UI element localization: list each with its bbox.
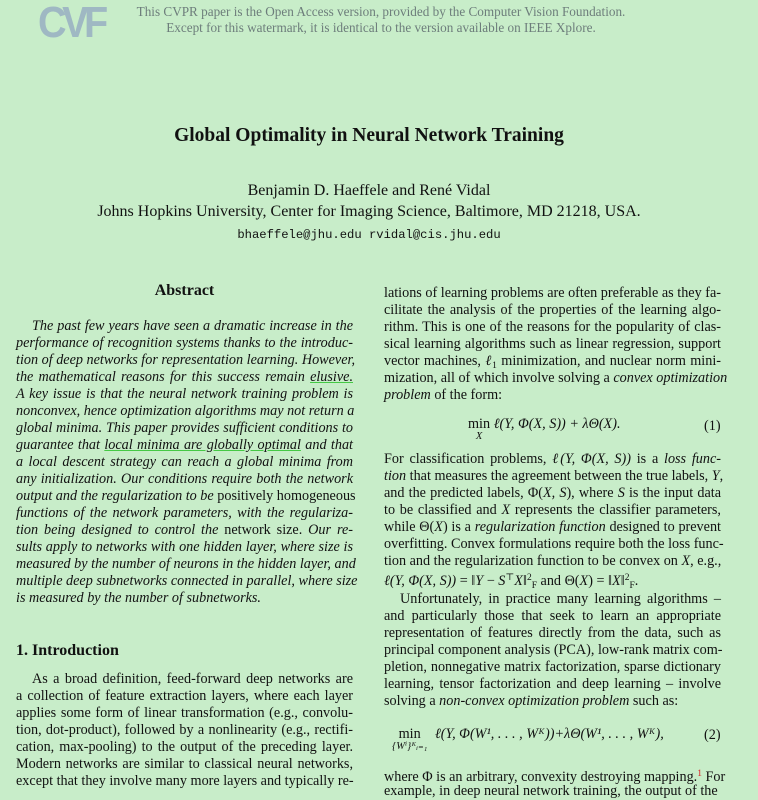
text-segment: mization, all of which involve solving a — [384, 370, 614, 386]
text-segment: applies some form of linear transformation (e.g., convolu- — [16, 705, 353, 721]
text-segment: cation, max-pooling) to the output of the preceding layer. — [16, 739, 353, 755]
text-line — [384, 451, 721, 468]
text-segment: rithm. This is one of the reasons for the popularity of clas- — [384, 319, 721, 335]
text-segment: ⊤ — [505, 573, 515, 583]
text-line — [16, 403, 353, 420]
watermark-line-2: Except for this watermark, it is identical to the version available on IEEE Xplore. — [166, 20, 596, 35]
eq2-min-operator — [392, 727, 427, 752]
equation-1 — [468, 417, 621, 442]
text-line — [384, 642, 721, 659]
text-segment: output and the regularization to be — [16, 488, 218, 504]
text-line — [16, 335, 353, 352]
text-segment: tion and the regularization function to be convex on — [384, 553, 682, 569]
text-line — [384, 536, 724, 553]
text-line — [16, 671, 353, 688]
text-line — [16, 573, 358, 590]
text-segment: ‖ — [522, 573, 527, 589]
text-segment: regularization function — [474, 519, 606, 535]
text-segment: local minima are globally optimal — [104, 437, 301, 453]
text-segment: convex optimization — [613, 370, 728, 386]
text-line — [384, 570, 721, 591]
text-segment: , — [719, 468, 724, 484]
text-line — [384, 387, 721, 404]
text-segment: to be classified and — [384, 502, 502, 518]
eq1-min-operator — [468, 417, 490, 442]
text-segment: loss func- — [664, 451, 721, 467]
text-segment: guarantee that — [16, 437, 105, 453]
text-line — [384, 502, 721, 519]
text-segment: S — [617, 485, 625, 501]
text-segment: designed to prevent — [605, 519, 721, 535]
text-segment: Y — [475, 573, 484, 589]
text-line — [16, 705, 353, 722]
text-segment: that measures the agreement between the true labels, — [406, 468, 712, 484]
eq2-under: {Wⁱ}ᴷᵢ₌₁ — [392, 741, 428, 752]
text-segment: pletion, nonnegative matrix factorization, sparse dictionary — [384, 659, 721, 675]
text-segment: Unfortunately, in practice many learning algorithms – — [400, 591, 721, 607]
text-line — [16, 688, 353, 705]
text-segment: , e.g., — [690, 553, 722, 569]
text-line — [384, 766, 726, 785]
text-segment: sults apply to networks with one hidden layer, where size is — [16, 539, 353, 555]
equation-2-number: (2) — [704, 727, 721, 743]
text-segment: functions of the network parameters, with the regulariza- — [16, 505, 353, 521]
text-segment: tion, dot-product), followed by a nonlinearity (e.g., rectifi- — [16, 722, 353, 738]
text-line — [384, 485, 721, 502]
text-segment: X — [514, 573, 523, 589]
text-line — [384, 468, 724, 485]
text-segment: except that they involve many more layers and typically re- — [16, 773, 354, 789]
text-segment: representation of features directly from the data, such as — [384, 625, 721, 641]
text-segment: tion — [384, 468, 407, 484]
text-segment: vector machines, — [384, 353, 486, 369]
text-segment: A key issue is that the neural network training problem is — [16, 386, 353, 402]
watermark-line-1: This CVPR paper is the Open Access version, provided by the Computer Vision Foundation. — [136, 4, 626, 19]
text-segment: The past few years have seen a dramatic increase in the — [32, 318, 353, 334]
introduction-paragraph — [16, 671, 353, 790]
affiliation: Johns Hopkins University, Center for Imaging Science, Baltimore, MD 21218, USA. — [97, 203, 641, 220]
text-segment: . — [634, 573, 639, 589]
text-segment: ℓ(Y, Φ(X, S)) — [384, 573, 457, 589]
right-paragraph-2 — [384, 451, 724, 591]
text-line — [16, 471, 353, 488]
text-segment: where Φ is an arbitrary, convexity destroying mapping. — [384, 769, 698, 785]
text-segment: 2 — [526, 573, 532, 583]
text-segment: F — [531, 581, 537, 591]
text-line — [384, 319, 721, 336]
text-segment: ), where — [566, 485, 618, 501]
text-segment: global minima. This paper provides sufficient conditions to — [16, 420, 353, 436]
text-segment: network size. — [224, 522, 303, 538]
text-segment: measured by the number of neurons in the hidden layer, and — [16, 556, 356, 572]
right-paragraph-4 — [384, 766, 726, 800]
text-segment: the mathematical reasons for this success remain — [16, 369, 311, 385]
text-segment: For — [701, 769, 726, 785]
text-segment: is measured by the number of subnetworks. — [16, 590, 261, 606]
text-segment: solving a — [384, 693, 440, 709]
text-segment: X — [579, 573, 589, 589]
text-segment: a collection of feature extraction layers, where each layer — [16, 688, 353, 704]
text-line — [16, 505, 353, 522]
abstract-body — [16, 318, 358, 607]
text-segment: elusive. — [310, 369, 353, 385]
text-segment: 1 — [492, 361, 497, 371]
text-segment: ℓ — [485, 353, 493, 369]
text-segment: is a — [630, 451, 664, 467]
paper-title: Global Optimality in Neural Network Training — [174, 125, 564, 146]
text-line — [16, 539, 353, 556]
text-segment: Y — [711, 468, 720, 484]
text-line — [16, 369, 353, 386]
text-segment: and the predicted labels, Φ( — [384, 485, 543, 501]
text-segment: non-convex optimization problem — [439, 693, 630, 709]
text-line — [16, 386, 353, 403]
eq1-body: ℓ(Y, Φ(X, S)) + λΘ(X). — [493, 416, 621, 432]
text-line — [384, 608, 721, 625]
text-segment: tion being designed to control the — [16, 522, 225, 538]
text-segment: such as: — [629, 693, 679, 709]
text-line — [384, 353, 721, 370]
text-segment: X, S — [542, 485, 567, 501]
text-line — [384, 591, 721, 608]
text-line — [384, 659, 721, 676]
text-segment: For classification problems, — [384, 451, 553, 467]
text-line — [16, 420, 353, 437]
text-segment: Our re- — [302, 522, 353, 538]
text-line — [384, 693, 721, 710]
text-line — [16, 556, 356, 573]
text-segment: X — [612, 573, 621, 589]
text-segment: overfitting. Convex formulations require both the loss func- — [384, 536, 724, 552]
text-segment: Modern networks are similar to classical neural networks, — [16, 756, 353, 772]
text-segment: F — [629, 581, 635, 591]
text-segment: and Θ( — [536, 573, 580, 589]
equation-1-number: (1) — [704, 418, 721, 434]
text-segment: and that — [300, 437, 353, 453]
text-line — [16, 437, 353, 454]
text-segment: ) is a — [442, 519, 475, 535]
text-line — [384, 676, 721, 693]
text-segment: ‖ — [620, 573, 625, 589]
text-line — [16, 352, 356, 369]
introduction-heading: 1. Introduction — [16, 642, 119, 659]
text-segment: As a broad definition, feed-forward deep networks are — [32, 671, 353, 687]
cvf-logo: CVF — [38, 0, 104, 47]
text-segment: while Θ( — [384, 519, 435, 535]
text-segment: principal component analysis (PCA), low-rank matrix com- — [384, 642, 723, 658]
text-segment: and particularly those that seek to learn an appropriate — [384, 608, 721, 624]
eq2-op: min — [398, 726, 421, 742]
text-line — [16, 756, 353, 773]
text-segment: ) = ‖ — [588, 573, 613, 589]
text-line — [16, 318, 353, 335]
text-segment: represents the classifier parameters, — [510, 502, 721, 518]
text-segment: learning, tensor factorization and deep learning – involve — [384, 676, 721, 692]
text-line — [384, 336, 721, 353]
eq1-op: min — [468, 416, 491, 432]
eq1-under: X — [475, 431, 483, 442]
text-segment: multiple deep subnetworks connected in parallel, where size — [16, 573, 358, 589]
text-line — [384, 519, 721, 536]
text-segment: − — [483, 573, 499, 589]
text-line — [16, 722, 353, 739]
eq2-body: ℓ(Y, Φ(W¹, . . . , Wᴷ))+λΘ(W¹, . . . , Wᴷ), — [434, 726, 664, 742]
text-segment: positively homogeneous — [217, 488, 356, 504]
text-line — [16, 454, 353, 471]
text-segment: nonconvex, hence optimization algorithms may not return a — [16, 403, 355, 419]
text-line — [16, 590, 353, 607]
text-line — [384, 625, 721, 642]
abstract-heading: Abstract — [154, 282, 215, 299]
text-segment: minimization, and nuclear norm mini- — [496, 353, 721, 369]
text-segment: sical learning algorithms such as linear regression, support — [384, 336, 721, 352]
text-segment: X — [434, 519, 443, 535]
text-segment: X — [681, 553, 691, 569]
text-segment: 2 — [624, 573, 630, 583]
text-line — [16, 773, 353, 790]
text-segment: lations of learning problems are often preferable as they fa- — [384, 285, 721, 301]
text-segment: problem — [384, 387, 431, 403]
text-segment: any initialization. Our conditions require both the network — [16, 471, 353, 487]
equation-2 — [392, 727, 664, 752]
text-line — [16, 739, 353, 756]
text-segment: a local descent strategy can reach a global minima from — [16, 454, 353, 470]
text-segment: example, in deep neural network training, the output of the — [384, 783, 718, 799]
footnote-marker[interactable]: 1 — [697, 769, 702, 779]
text-segment: cilitate the analysis of the properties of the learning algo- — [384, 302, 721, 318]
text-segment: performance of recognition systems thanks to the introduc- — [16, 335, 353, 351]
right-paragraph-1 — [384, 285, 728, 404]
text-line — [384, 285, 721, 302]
text-segment: is the input data — [624, 485, 721, 501]
text-segment: X — [501, 502, 511, 518]
text-line — [384, 302, 721, 319]
text-segment: tion of deep networks for representation learning. However, — [16, 352, 356, 368]
text-line — [384, 553, 721, 570]
text-segment: of the form: — [430, 387, 503, 403]
text-segment: ℓ(Y, Φ(X, S)) — [552, 451, 631, 467]
authors: Benjamin D. Haeffele and René Vidal — [247, 182, 491, 199]
text-segment: S — [498, 573, 506, 589]
text-line — [16, 522, 353, 539]
right-paragraph-3 — [384, 591, 721, 710]
text-line — [16, 488, 356, 505]
emails: bhaeffele@jhu.edu rvidal@cis.jhu.edu — [237, 228, 501, 242]
text-segment: = ‖ — [456, 573, 476, 589]
text-line — [384, 370, 728, 387]
